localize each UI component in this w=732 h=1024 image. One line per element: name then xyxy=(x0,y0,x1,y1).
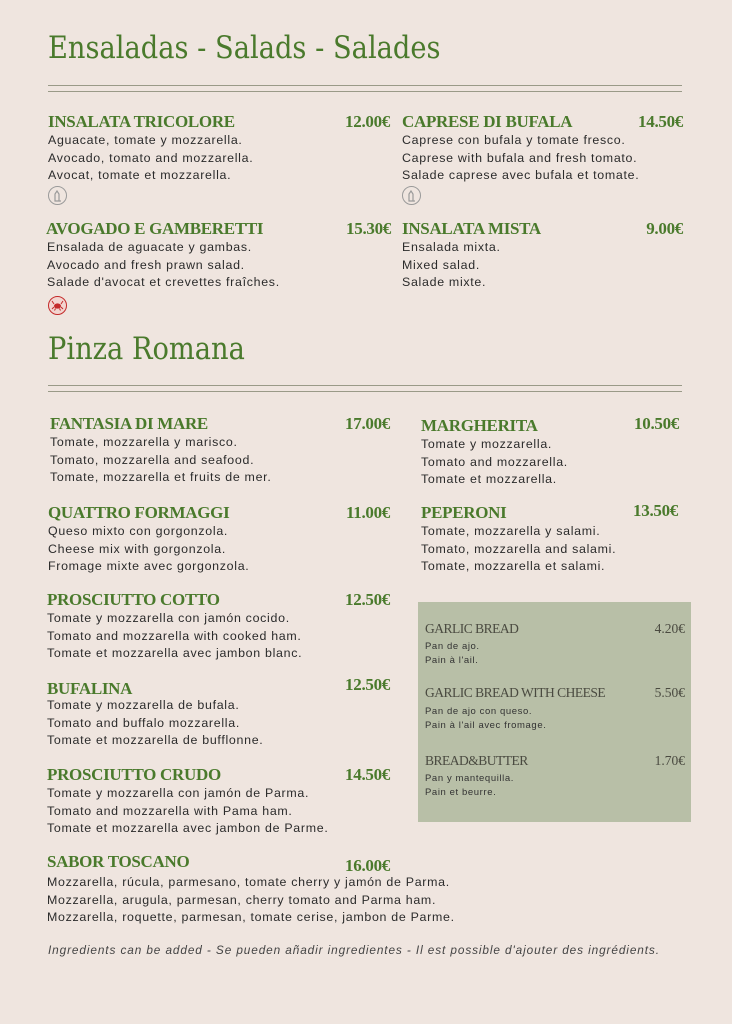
description-fr: Pain à l'ail. xyxy=(425,655,479,666)
vegetarian-icon xyxy=(402,186,421,205)
item-name: FANTASIA DI MARE xyxy=(50,414,208,433)
side-description xyxy=(425,640,480,668)
item-name: CAPRESE DI BUFALA xyxy=(402,112,573,131)
item-description xyxy=(48,132,253,185)
item-description xyxy=(50,434,271,487)
description-en: Tomato and mozzarella. xyxy=(421,454,568,469)
salads-section-title: Ensaladas - Salads - Salades xyxy=(48,30,441,66)
description-es: Caprese con bufala y tomate fresco. xyxy=(402,133,626,147)
description-fr: Tomate et mozzarella. xyxy=(421,472,557,486)
description-es: Tomate, mozzarella y marisco. xyxy=(50,435,238,449)
shellfish-icon xyxy=(48,296,67,315)
description-en: Tomato, mozzarella and seafood. xyxy=(50,452,255,467)
description-en: Mozzarella, arugula, parmesan, cherry tomato and Parma ham. xyxy=(47,892,437,907)
description-es: Pan y mantequilla. xyxy=(425,773,514,784)
item-name: AVOGADO E GAMBERETTI xyxy=(46,219,264,238)
item-price: 13.50€ xyxy=(633,501,678,520)
description-es: Pan de ajo. xyxy=(425,641,480,652)
side-price: 1.70€ xyxy=(654,753,685,768)
item-description xyxy=(47,785,328,838)
side-name: GARLIC BREAD xyxy=(425,621,519,636)
description-fr: Avocat, tomate et mozzarella. xyxy=(48,168,232,182)
description-fr: Salade d'avocat et crevettes fraîches. xyxy=(47,275,280,289)
description-es: Aguacate, tomate y mozzarella. xyxy=(48,133,243,147)
divider-rule xyxy=(48,385,682,386)
item-price: 15.30€ xyxy=(346,219,391,238)
item-description xyxy=(47,697,263,750)
item-description xyxy=(47,874,455,927)
sides-panel xyxy=(418,602,691,822)
item-price: 10.50€ xyxy=(634,414,679,433)
item-description xyxy=(421,523,616,576)
item-price: 14.50€ xyxy=(345,765,390,784)
item-name: MARGHERITA xyxy=(421,416,538,435)
side-price: 5.50€ xyxy=(654,685,685,700)
side-name: BREAD&BUTTER xyxy=(425,753,528,768)
description-en: Cheese mix with gorgonzola. xyxy=(48,541,226,556)
item-name: INSALATA MISTA xyxy=(402,219,541,238)
description-es: Queso mixto con gorgonzola. xyxy=(48,524,229,538)
vegetarian-icon xyxy=(48,186,67,205)
description-en: Tomato and mozzarella with cooked ham. xyxy=(47,628,302,643)
item-description xyxy=(47,239,280,292)
description-es: Tomate y mozzarella de bufala. xyxy=(47,698,240,712)
description-es: Pan de ajo con queso. xyxy=(425,706,533,717)
description-es: Ensalada mixta. xyxy=(402,240,501,254)
description-fr: Tomate, mozzarella et fruits de mer. xyxy=(50,470,272,484)
item-price: 16.00€ xyxy=(345,856,390,875)
description-fr: Salade caprese avec bufala et tomate. xyxy=(402,168,640,182)
description-fr: Pain à l'ail avec fromage. xyxy=(425,720,547,731)
description-en: Tomato, mozzarella and salami. xyxy=(421,541,617,556)
description-fr: Pain et beurre. xyxy=(425,787,497,798)
item-description xyxy=(48,523,249,576)
item-name: BUFALINA xyxy=(47,679,133,698)
item-name: PEPERONI xyxy=(421,503,507,522)
description-fr: Tomate, mozzarella et salami. xyxy=(421,559,606,573)
side-price: 4.20€ xyxy=(654,621,685,636)
item-price: 14.50€ xyxy=(638,112,683,131)
description-fr: Salade mixte. xyxy=(402,275,487,289)
description-es: Mozzarella, rúcula, parmesano, tomate cherry y jamón de Parma. xyxy=(47,875,450,889)
description-en: Tomato and buffalo mozzarella. xyxy=(47,715,240,730)
description-fr: Tomate et mozzarella de bufflonne. xyxy=(47,733,264,747)
description-es: Tomate, mozzarella y salami. xyxy=(421,524,601,538)
divider-rule xyxy=(48,85,682,86)
description-en: Avocado, tomato and mozzarella. xyxy=(48,150,254,165)
item-price: 17.00€ xyxy=(345,414,390,433)
description-fr: Tomate et mozzarella avec jambon de Parme. xyxy=(47,821,329,835)
pinza-section-title: Pinza Romana xyxy=(48,331,245,367)
item-price: 12.50€ xyxy=(345,590,390,609)
description-es: Tomate y mozzarella con jamón cocido. xyxy=(47,611,290,625)
description-en: Tomato and mozzarella with Pama ham. xyxy=(47,803,293,818)
side-name: GARLIC BREAD WITH CHEESE xyxy=(425,685,606,700)
side-description xyxy=(425,772,514,800)
description-fr: Fromage mixte avec gorgonzola. xyxy=(48,559,250,573)
description-fr: Tomate et mozzarella avec jambon blanc. xyxy=(47,646,303,660)
item-description xyxy=(402,132,639,185)
description-en: Caprese with bufala and fresh tomato. xyxy=(402,150,638,165)
item-price: 12.50€ xyxy=(345,675,390,694)
footnote: Ingredients can be added - Se pueden añadir ingredientes - Il est possible d'ajouter des ingrédients. xyxy=(48,943,660,957)
description-en: Avocado and fresh prawn salad. xyxy=(47,257,245,272)
item-description xyxy=(421,436,568,489)
item-price: 11.00€ xyxy=(345,503,390,522)
item-name: PROSCIUTTO COTTO xyxy=(47,590,220,609)
item-price: 9.00€ xyxy=(646,219,683,238)
description-fr: Mozzarella, roquette, parmesan, tomate cerise, jambon de Parme. xyxy=(47,910,455,924)
item-name: QUATTRO FORMAGGI xyxy=(48,503,230,522)
description-en: Mixed salad. xyxy=(402,257,480,272)
description-es: Tomate y mozzarella. xyxy=(421,437,553,451)
item-name: SABOR TOSCANO xyxy=(47,852,190,871)
item-price: 12.00€ xyxy=(345,112,390,131)
side-description xyxy=(425,705,546,733)
divider-rule xyxy=(48,391,682,392)
divider-rule xyxy=(48,91,682,92)
item-name: PROSCIUTTO CRUDO xyxy=(47,765,221,784)
item-description xyxy=(402,239,501,292)
item-description xyxy=(47,610,302,663)
description-es: Tomate y mozzarella con jamón de Parma. xyxy=(47,786,310,800)
item-name: INSALATA TRICOLORE xyxy=(48,112,235,131)
description-es: Ensalada de aguacate y gambas. xyxy=(47,240,252,254)
